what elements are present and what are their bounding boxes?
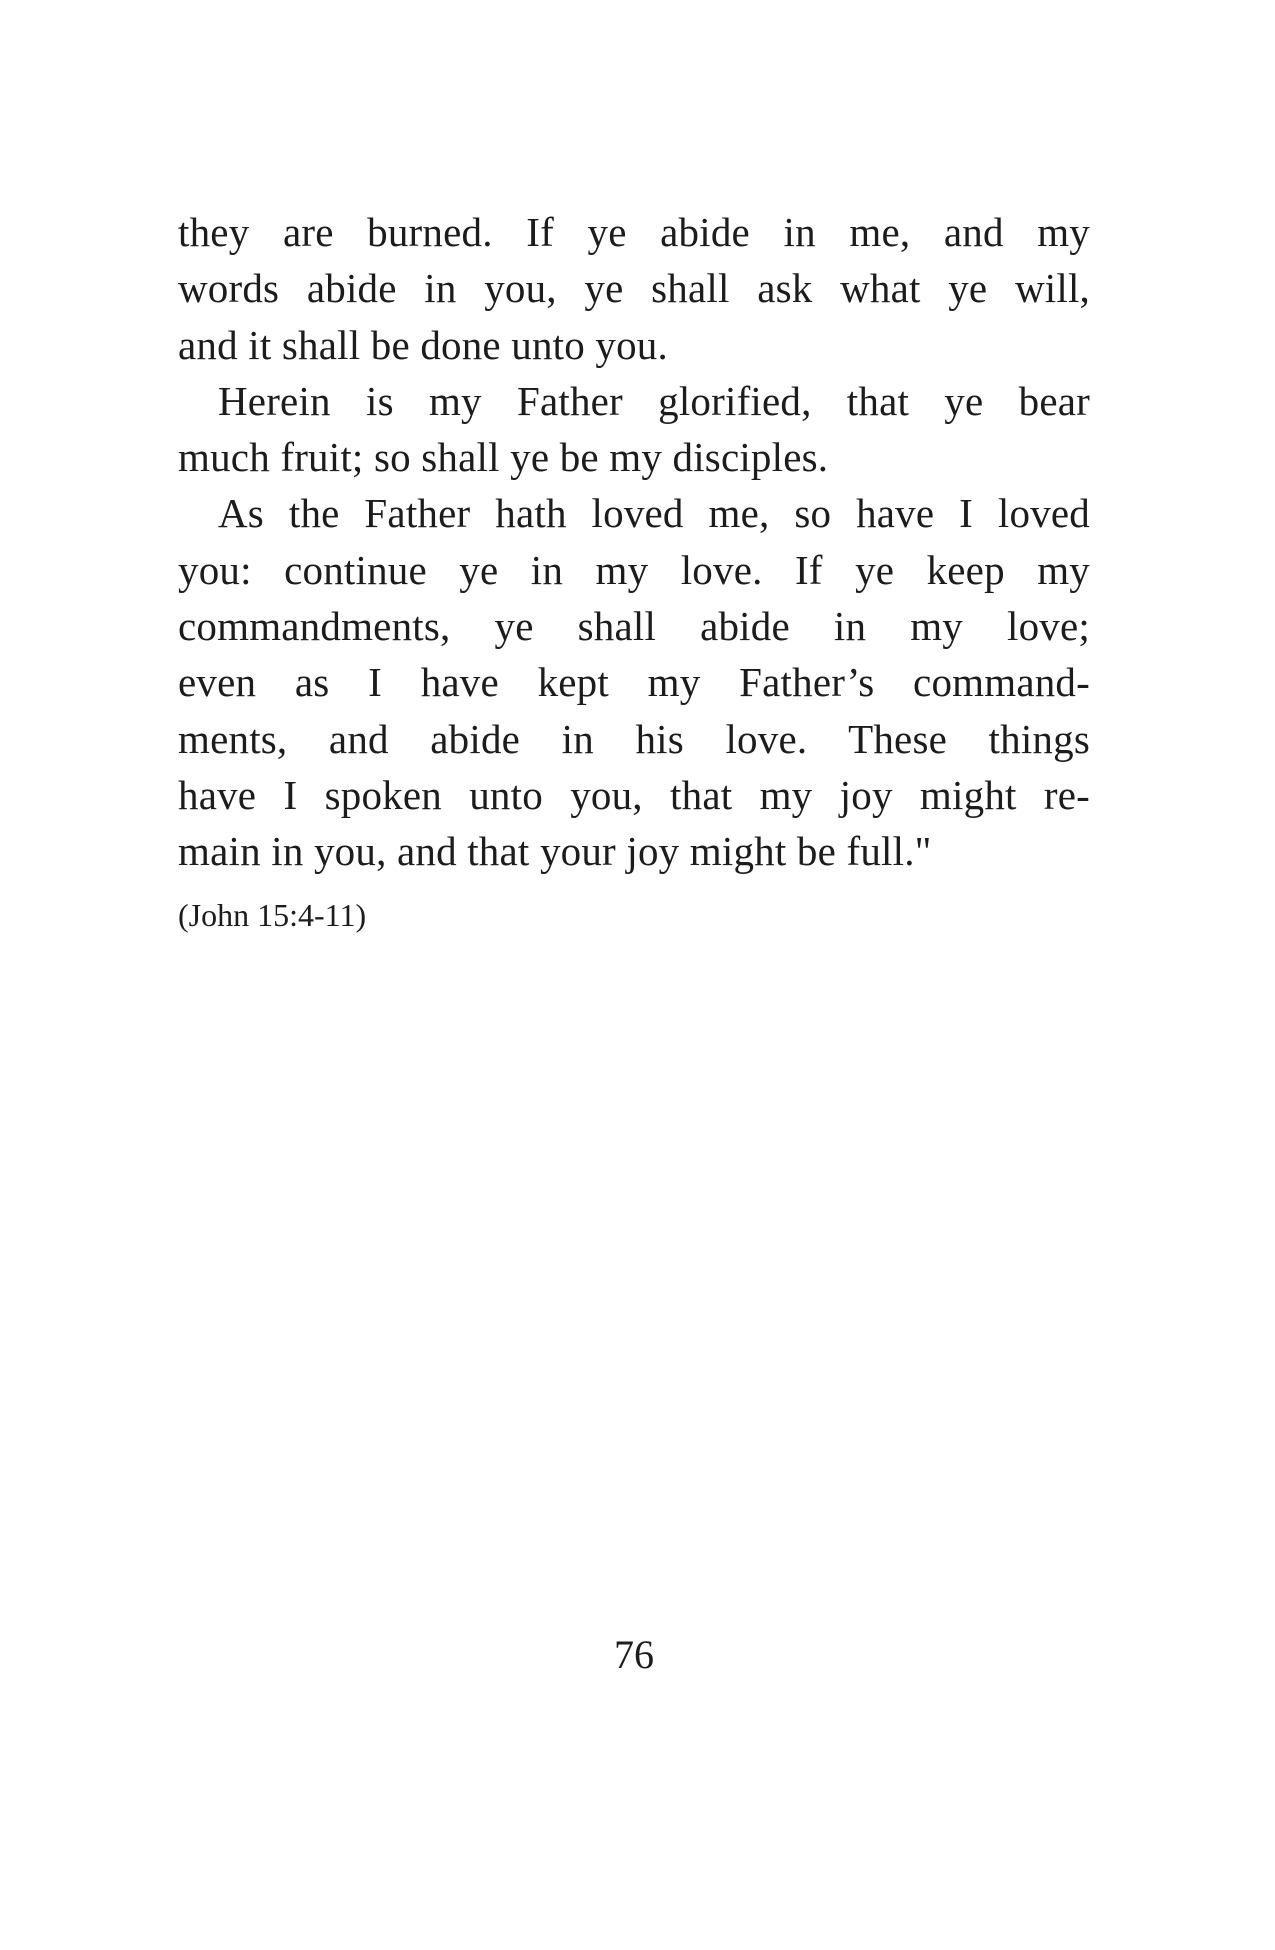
- text-line: much fruit; so shall ye be my disciples.: [178, 434, 829, 481]
- text-line: they are burned. If ye abide in me, and my: [178, 209, 1090, 255]
- text-line: and it shall be done unto you.: [178, 321, 668, 368]
- body-text-block: [178, 204, 1090, 944]
- text-line: Herein is my Father glorified, that ye bear: [218, 377, 1090, 424]
- page-number: 76: [614, 1632, 654, 1677]
- scripture-citation: (John 15:4-11): [178, 896, 367, 933]
- text-line: words abide in you, ye shall ask what ye will,: [178, 265, 1090, 312]
- text-line: As the Father hath loved me, so have I loved: [218, 490, 1090, 537]
- text-line: ments, and abide in his love. These things: [178, 715, 1090, 762]
- text-line: have I spoken unto you, that my joy might re-: [178, 771, 1090, 818]
- text-line: you: continue ye in my love. If ye keep my: [178, 546, 1090, 593]
- text-line: main in you, and that your joy might be full.": [178, 828, 932, 875]
- text-line: even as I have kept my Father’s command-: [178, 659, 1090, 706]
- text-line: commandments, ye shall abide in my love;: [178, 603, 1090, 650]
